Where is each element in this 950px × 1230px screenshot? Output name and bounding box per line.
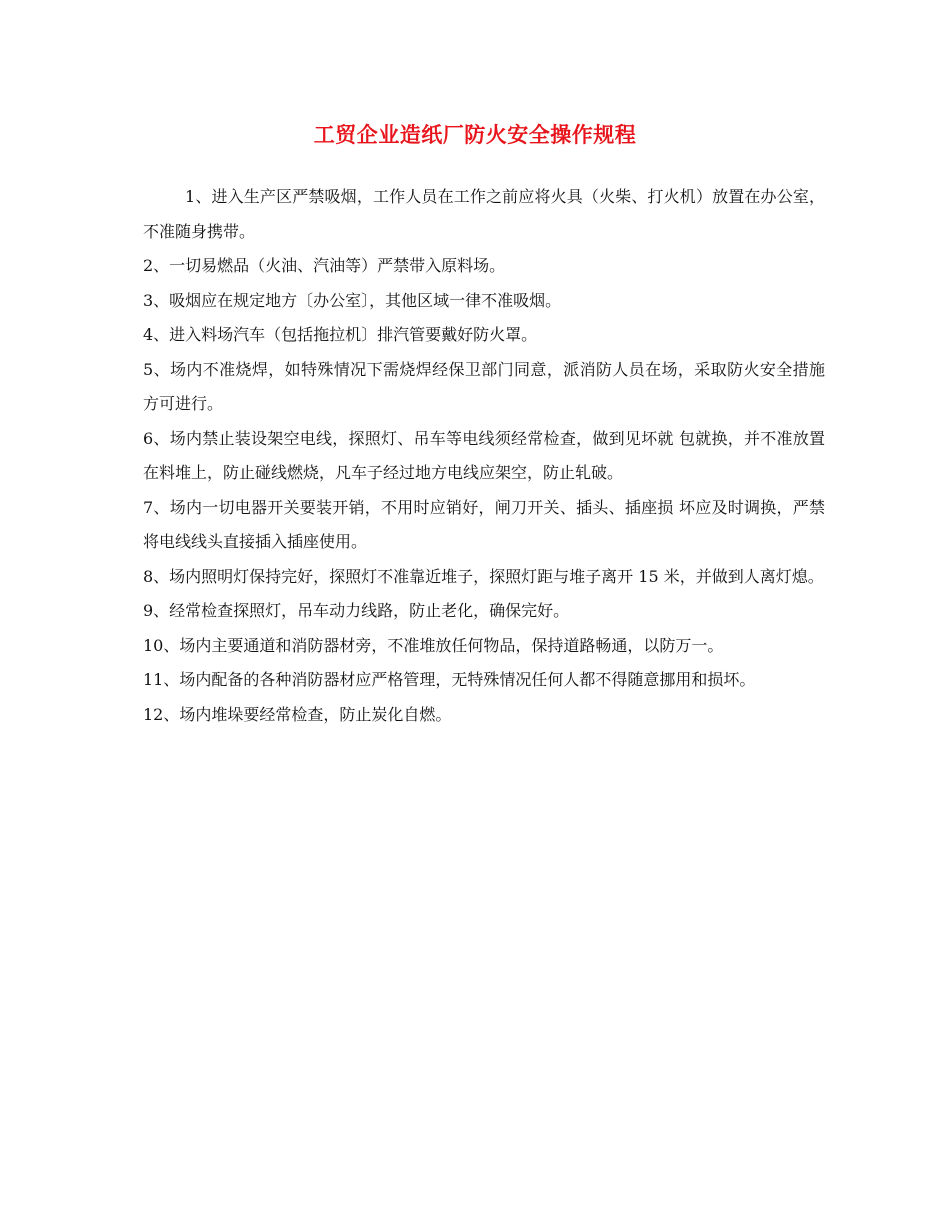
paragraph-1: 1、进入生产区严禁吸烟，工作人员在工作之前应将火具（火柴、打火机）放置在办公室，不准随身携带。 [143,187,825,241]
paragraph-4: 4、进入料场汽车（包括拖拉机〕排汽管要戴好防火罩。 [143,325,538,344]
paragraph-8: 8、场内照明灯保持完好，探照灯不准靠近堆子，探照灯距与堆子离开 15 米，并做到人离灯熄。 [143,566,824,586]
paragraph-3: 3、吸烟应在规定地方〔办公室〕，其他区域一律不准吸烟。 [143,290,562,310]
paragraph-7: 7、场内一切电器开关要装开销，不用时应销好，闸刀开关、插头、插座损 坏应及时调换，严禁将电线线头直接插入插座使用。 [143,497,825,551]
paragraph-11: 11、场内配备的各种消防器材应严格管理，无特殊情况任何人都不得随意挪用和损坏。 [143,670,756,689]
paragraph-5: 5、场内不准烧焊，如特殊情况下需烧焊经保卫部门同意，派消防人员在场，采取防火安全措施方可进行。 [143,359,825,413]
paragraph-10: 10、场内主要通道和消防器材旁，不准堆放任何物品，保持道路畅通，以防万一。 [143,635,724,655]
paragraph-12: 12、场内堆垛要经常检查，防止炭化自燃。 [143,704,452,724]
paragraph-2: 2、一切易燃品（火油、汽油等）严禁带入原料场。 [143,256,506,275]
document-title: 工贸企业造纸厂防火安全操作规程 [313,122,637,147]
paragraph-9: 9、经常检查探照灯，吊车动力线路，防止老化，确保完好。 [143,601,570,620]
document-body [143,180,825,732]
paragraph-6: 6、场内禁止装设架空电线，探照灯、吊车等电线须经常检查，做到见坏就 包就换，并不准放置在料堆上，防止碰线燃烧，凡车子经过地方电线应架空，防止轧破。 [143,428,825,482]
